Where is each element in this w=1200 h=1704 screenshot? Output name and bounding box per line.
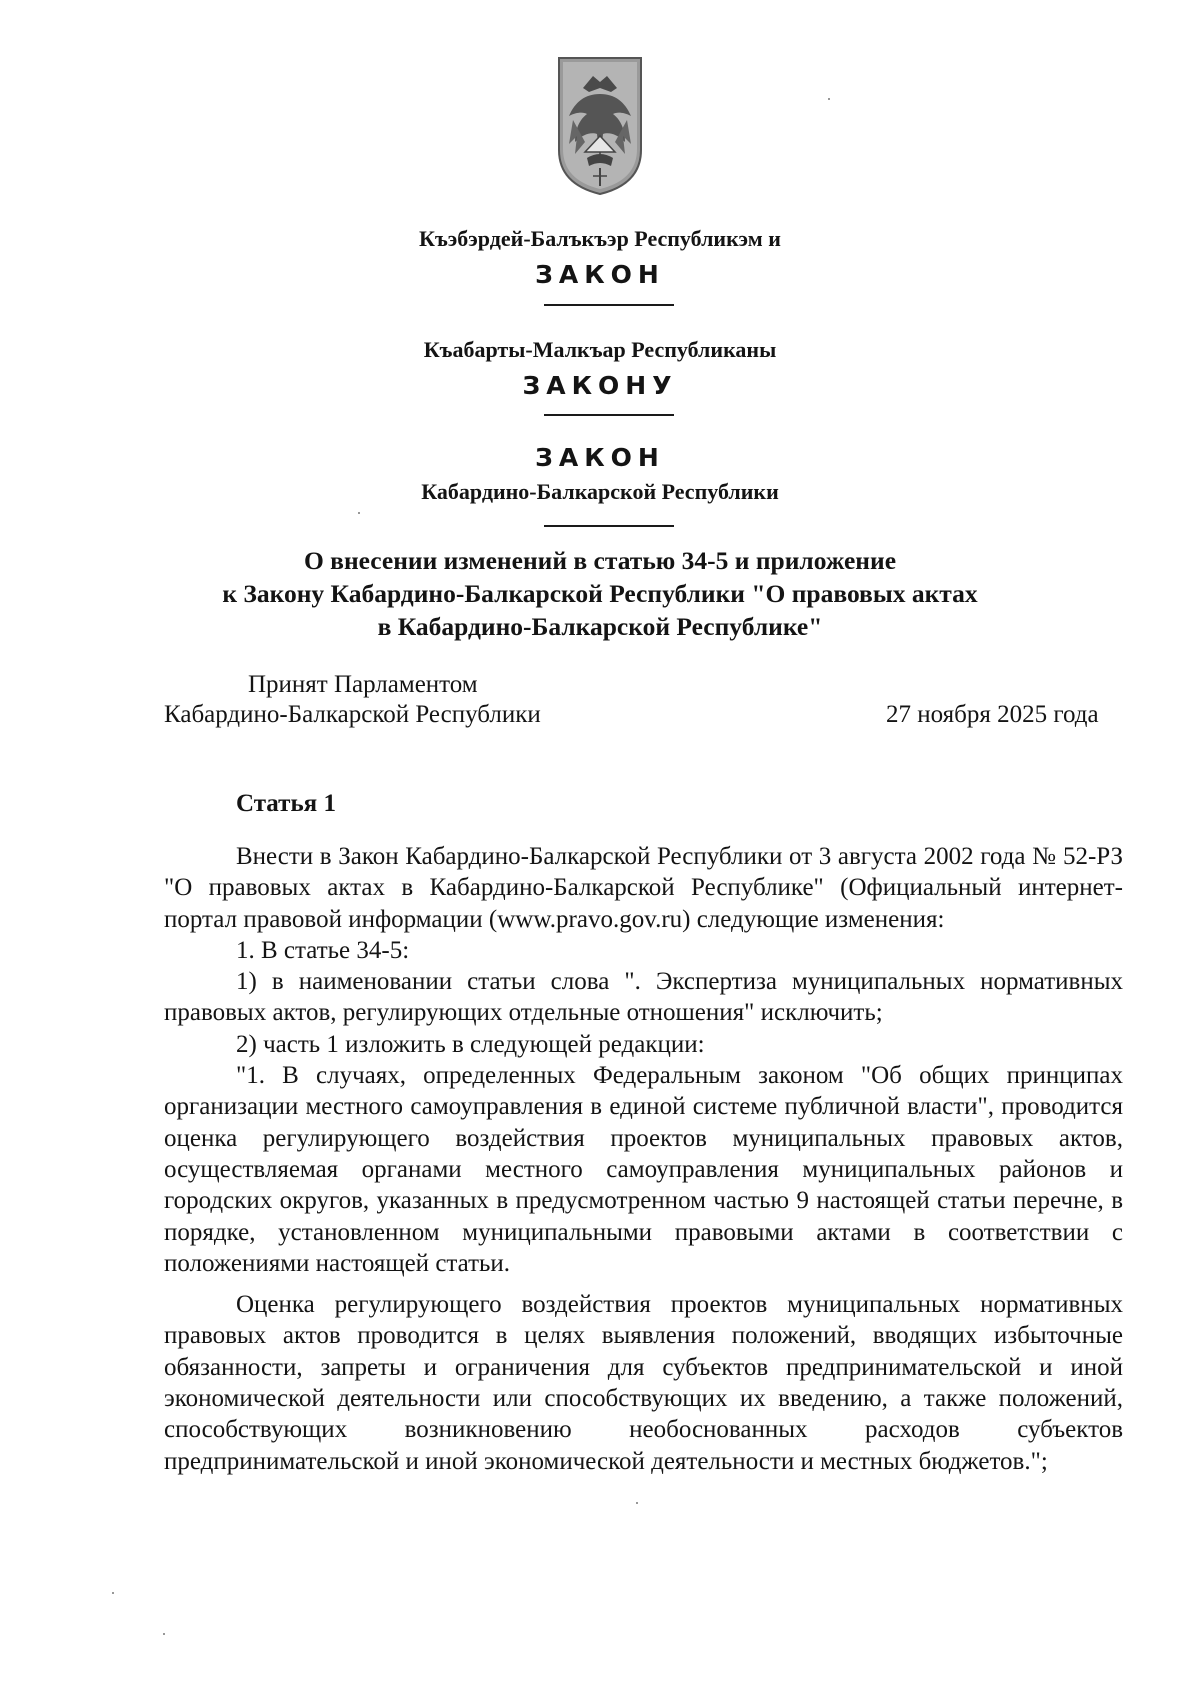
document-title-line: к Закону Кабардино-Балкарской Республики "О правовых актах — [222, 579, 978, 608]
article-paragraph: "1. В случаях, определенных Федеральным законом "Об общих принципах организации местного самоуправления в единой системе публичной власти", проводится оценка регулирующего воздействия проектов муниципальных правовых актов, осуществляемая органами местного самоуправления муниципальных районов и городских округов, указанных в предусмотренном частью 9 настоящей статьи перечне, в порядке, установленном муниципальными правовыми актами в соответствии с положениями настоящей статьи. — [164, 1062, 1123, 1277]
kbr-coat-of-arms-icon — [555, 54, 645, 198]
article-paragraph: 1. В статье 34-5: — [236, 936, 410, 964]
balkar-law-title: ЗАКОНУ — [522, 371, 678, 400]
article-paragraph: 2) часть 1 изложить в следующей редакции: — [236, 1030, 705, 1058]
scan-speck — [163, 1633, 165, 1635]
header-divider — [544, 525, 674, 527]
article-paragraph: Оценка регулирующего воздействия проектов муниципальных нормативных правовых актов проводится в целях выявления положений, вводящих избыточные обязанности, запреты и ограничения для субъектов предпринимательской и иной экономической деятельности или способствующих их введению, а также положений, способствующих возникновению необоснованных расходов субъектов предпринимательской и иной экономической деятельности и местных бюджетов."; — [164, 1291, 1123, 1475]
document-title-line: в Кабардино-Балкарской Республике" — [377, 612, 823, 641]
scan-speck — [358, 512, 360, 514]
header-divider — [544, 414, 674, 416]
header-divider — [544, 304, 674, 306]
kabardian-republic-line: Къэбэрдей-Балъкъэр Республикэм и — [419, 226, 781, 251]
adopted-by-line: Принят Парламентом — [248, 671, 478, 698]
article-heading: Статья 1 — [236, 790, 336, 817]
article-paragraph: Внести в Закон Кабардино-Балкарской Республики от 3 августа 2002 года № 52-РЗ "О правовых актах в Кабардино-Балкарской Республике" (Официальный интернет-портал правовой информации (www.pravo.gov.ru) следующие изменения: — [164, 843, 1123, 933]
adoption-date: 27 ноября 2025 года — [886, 701, 1099, 728]
article-body — [164, 841, 1123, 1477]
russian-republic-line: Кабардино-Балкарской Республики — [421, 479, 779, 504]
document-title-line: О внесении изменений в статью 34-5 и приложение — [303, 546, 897, 575]
balkar-republic-line: Къабарты-Малкъар Республиканы — [423, 337, 777, 362]
russian-law-title: ЗАКОН — [535, 443, 665, 472]
scan-speck — [828, 98, 830, 100]
kabardian-law-title: ЗАКОН — [535, 260, 665, 289]
scan-speck — [112, 1592, 114, 1594]
adopted-by-line: Кабардино-Балкарской Республики — [164, 701, 541, 728]
document-title — [0, 544, 1200, 643]
scan-speck — [636, 1502, 638, 1504]
article-paragraph: 1) в наименовании статьи слова ". Экспертиза муниципальных нормативных правовых актов, регулирующих отдельные отношения" исключить; — [164, 968, 1123, 1027]
